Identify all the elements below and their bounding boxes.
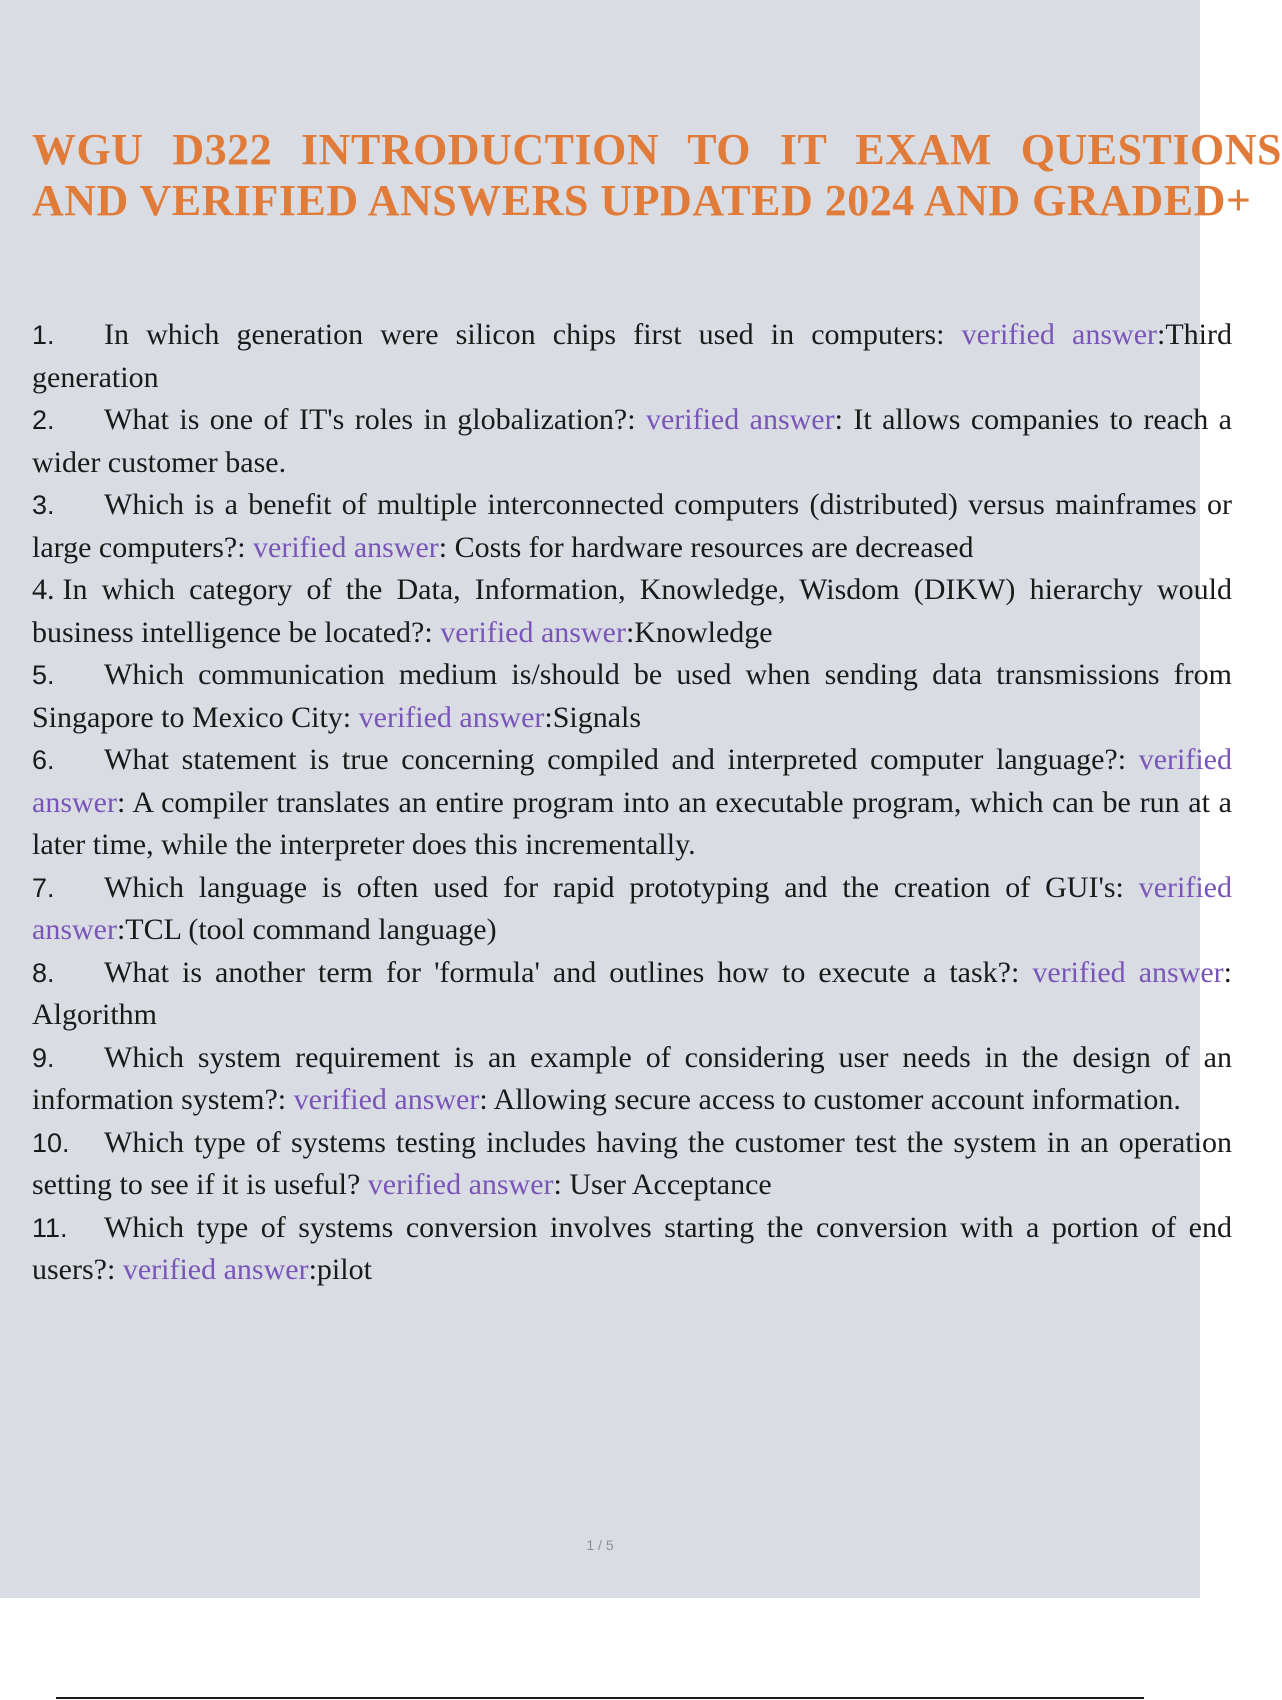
- question-item-4: [32, 569, 1232, 654]
- question-item-2: [32, 399, 1232, 484]
- question-text: In which generation were silicon chips first used in computers:: [104, 318, 945, 351]
- question-number: 9.: [32, 1042, 55, 1073]
- answer-text: :TCL (tool command language): [116, 913, 497, 946]
- question-number: 3.: [32, 490, 55, 520]
- verified-answer-label: verified answer: [440, 615, 626, 649]
- answer-text: :Knowledge: [625, 615, 773, 649]
- question-number: 1.: [32, 320, 55, 350]
- question-text: Which communication medium is/should be used when sending data transmissions from Singapore to Mexico City:: [32, 658, 1232, 734]
- question-text: What statement is true concerning compiled and interpreted computer language?:: [104, 743, 1127, 776]
- question-item-8: [32, 952, 1232, 1037]
- answer-text: : User Acceptance: [553, 1168, 772, 1201]
- answer-text: :pilot: [308, 1253, 372, 1286]
- question-text: Which type of systems testing includes having the customer test the system in an operation setting to see if it is useful?: [32, 1125, 1232, 1201]
- question-number: 4.: [32, 573, 55, 606]
- question-text: What is another term for 'formula' and outlines how to execute a task?:: [104, 955, 1020, 989]
- question-item-7: [32, 867, 1232, 952]
- verified-answer-label: verified answer: [253, 530, 439, 564]
- page-divider: [56, 1697, 1144, 1699]
- question-number: 2.: [32, 405, 55, 435]
- question-text: Which type of systems conversion involves starting the conversion with a portion of end users?:: [32, 1210, 1232, 1286]
- question-number: 5.: [32, 660, 55, 690]
- verified-answer-label: verified answer: [645, 403, 835, 436]
- question-item-1: [32, 314, 1232, 399]
- page-number: 1 / 5: [586, 1537, 614, 1553]
- question-text: Which system requirement is an example of considering user needs in the design of an information system?:: [32, 1040, 1232, 1116]
- question-number: 8.: [32, 957, 55, 988]
- verified-answer-label: verified answer: [358, 700, 545, 734]
- answer-text: :Signals: [544, 700, 642, 734]
- verified-answer-label: verified answer: [961, 318, 1157, 351]
- question-item-6: [32, 739, 1232, 867]
- answer-text: : A compiler translates an entire program into an executable program, which can be run at a later time, while the interpreter does this incrementally.: [32, 785, 1232, 861]
- question-number: 6.: [32, 745, 55, 775]
- verified-answer-label: verified answer: [293, 1083, 480, 1116]
- verified-answer-label: verified answer: [367, 1168, 554, 1201]
- question-list: [32, 314, 1232, 1292]
- document-title: WGU D322 INTRODUCTION TO IT EXAM QUESTIONS AND VERIFIED ANSWERS UPDATED 2024 AND GRADED+: [32, 125, 1282, 225]
- question-text: In which category of the Data, Information, Knowledge, Wisdom (DIKW) hierarchy would business intelligence be located?:: [32, 573, 1232, 649]
- question-item-5: [32, 654, 1232, 739]
- answer-text: : Allowing secure access to customer account information.: [479, 1083, 1181, 1116]
- verified-answer-label: verified answer: [32, 870, 1232, 946]
- question-item-9: [32, 1037, 1232, 1122]
- answer-text: : It allows companies to reach a wider customer base.: [32, 403, 1232, 479]
- verified-answer-label: verified answer: [122, 1253, 309, 1286]
- verified-answer-label: verified answer: [1032, 955, 1224, 989]
- answer-text: : Algorithm: [32, 955, 1232, 1031]
- verified-answer-label: verified answer: [32, 743, 1232, 819]
- question-item-11: [32, 1207, 1232, 1292]
- question-text: Which is a benefit of multiple interconnected computers (distributed) versus mainframes or large computers?:: [32, 488, 1232, 564]
- question-text: What is one of IT's roles in globalization?:: [104, 403, 636, 436]
- question-number: 11.: [32, 1212, 68, 1243]
- question-item-3: [32, 484, 1232, 569]
- question-item-10: [32, 1122, 1232, 1207]
- answer-text: :Third generation: [32, 318, 1232, 394]
- answer-text: : Costs for hardware resources are decreased: [438, 530, 974, 564]
- question-number: 10.: [32, 1127, 70, 1158]
- question-number: 7.: [32, 872, 55, 903]
- question-text: Which language is often used for rapid prototyping and the creation of GUI's:: [104, 870, 1124, 904]
